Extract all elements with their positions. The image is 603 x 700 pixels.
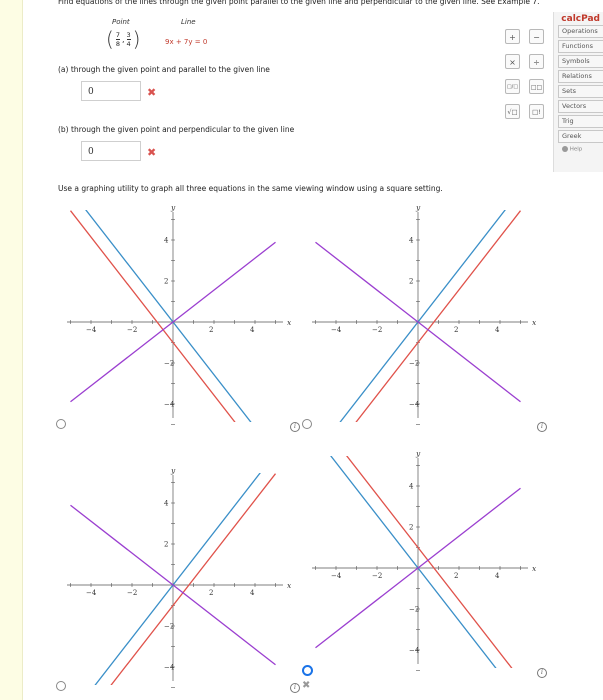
times-button[interactable]: × bbox=[505, 54, 520, 69]
x-tick-label: −4 bbox=[331, 326, 342, 334]
x-tick-label: −2 bbox=[372, 572, 383, 580]
part-b-label: (b) through the given point and perpendicular to the given line bbox=[58, 125, 295, 134]
part-b-incorrect-icon: ✖ bbox=[147, 146, 157, 159]
given-point: ( $\frac{7}{8}$ , $\frac{3}{4}$ ) bbox=[106, 27, 141, 51]
calcpad-item-operations[interactable]: Operations bbox=[558, 25, 603, 38]
choice-4-info-icon[interactable]: i bbox=[537, 668, 547, 678]
calcpad-item-relations[interactable]: Relations bbox=[558, 70, 603, 83]
x-tick-label: 4 bbox=[495, 572, 500, 580]
calcpad-item-symbols[interactable]: Symbols bbox=[558, 55, 603, 68]
calcpad-help-link[interactable] bbox=[562, 146, 603, 153]
left-margin-strip bbox=[0, 0, 23, 700]
given-line-equation: 9x + 7y = 0 bbox=[165, 38, 208, 46]
graph-option-4 bbox=[300, 448, 540, 668]
point-header: Point bbox=[112, 18, 130, 26]
calcpad-panel bbox=[553, 12, 603, 172]
y-axis-label: y bbox=[416, 449, 421, 458]
right-paren: ) bbox=[132, 27, 141, 51]
choice-3-info-icon[interactable]: i bbox=[290, 683, 300, 693]
part-a-label: (a) through the given point and parallel to the given line bbox=[58, 65, 270, 74]
x-tick-label: 2 bbox=[454, 326, 459, 334]
choice-3-radio[interactable] bbox=[56, 681, 66, 691]
point-y-fraction bbox=[127, 31, 131, 48]
choice-1-info-icon[interactable]: i bbox=[290, 422, 300, 432]
y-axis-label: y bbox=[171, 203, 176, 212]
choice-1-radio[interactable] bbox=[56, 419, 66, 429]
x-tick-label: 4 bbox=[250, 326, 255, 334]
x-axis-label: x bbox=[287, 581, 292, 590]
point-x-denominator: 8 bbox=[115, 39, 120, 48]
minus-button[interactable]: − bbox=[529, 29, 544, 44]
part-a-incorrect-icon: ✖ bbox=[147, 86, 157, 99]
fraction-button[interactable]: □/□ bbox=[505, 79, 520, 94]
y-tick-label: 2 bbox=[409, 277, 414, 286]
y-tick-label: 4 bbox=[164, 499, 169, 508]
left-paren: ( bbox=[106, 27, 114, 51]
choice-2-info-icon[interactable]: i bbox=[537, 422, 547, 432]
y-tick-label: 4 bbox=[164, 236, 169, 245]
line-header: Line bbox=[181, 18, 196, 26]
y-tick-label: −4 bbox=[164, 400, 175, 409]
choice-incorrect-icon: ✖ bbox=[302, 680, 311, 691]
x-tick-label: −2 bbox=[127, 326, 138, 334]
x-tick-label: −2 bbox=[372, 326, 383, 334]
y-tick-label: −2 bbox=[164, 359, 175, 368]
x-tick-label: −4 bbox=[331, 572, 342, 580]
calcpad-help-label: Help bbox=[569, 146, 583, 153]
y-tick-label: 4 bbox=[409, 482, 414, 491]
y-tick-label: 2 bbox=[164, 540, 169, 549]
y-tick-label: −2 bbox=[164, 622, 175, 631]
point-x-numerator: 7 bbox=[115, 30, 120, 39]
x-tick-label: 4 bbox=[495, 326, 500, 334]
part-b-answer-input[interactable]: 0 bbox=[81, 141, 141, 161]
y-tick-label: −4 bbox=[409, 646, 420, 655]
x-axis-label: x bbox=[532, 318, 537, 327]
graph-option-3 bbox=[55, 465, 295, 685]
x-tick-label: 4 bbox=[250, 589, 255, 597]
problem-instruction: Find equations of the lines through the given point parallel to the given line and perpendicular to the given line. See Example 7. bbox=[58, 0, 540, 6]
choice-4-radio-selected[interactable] bbox=[302, 665, 313, 676]
x-tick-label: 2 bbox=[454, 572, 459, 580]
calcpad-item-trig[interactable]: Trig bbox=[558, 115, 603, 128]
point-y-denominator: 4 bbox=[126, 39, 131, 48]
factorial-button[interactable]: □! bbox=[529, 104, 544, 119]
y-axis-label: y bbox=[171, 466, 176, 475]
y-axis-label: y bbox=[416, 203, 421, 212]
x-tick-label: 2 bbox=[209, 326, 214, 334]
graph-option-2 bbox=[300, 202, 540, 422]
y-tick-label: 2 bbox=[409, 523, 414, 532]
x-tick-label: −4 bbox=[86, 326, 97, 334]
x-axis-label: x bbox=[287, 318, 292, 327]
power-button[interactable]: □□ bbox=[529, 79, 544, 94]
calcpad-item-sets[interactable]: Sets bbox=[558, 85, 603, 98]
graph-option-1 bbox=[55, 202, 295, 422]
calcpad-item-vectors[interactable]: Vectors bbox=[558, 100, 603, 113]
calcpad-item-functions[interactable]: Functions bbox=[558, 40, 603, 53]
graph-instruction: Use a graphing utility to graph all three equations in the same viewing window using a square setting. bbox=[58, 184, 443, 193]
x-axis-label: x bbox=[532, 564, 537, 573]
help-icon bbox=[562, 146, 568, 152]
calcpad-item-greek[interactable]: Greek bbox=[558, 130, 603, 143]
point-y-numerator: 3 bbox=[126, 30, 131, 39]
point-x-fraction bbox=[116, 31, 120, 48]
plus-button[interactable]: + bbox=[505, 29, 520, 44]
divide-button[interactable]: ÷ bbox=[529, 54, 544, 69]
y-tick-label: −4 bbox=[164, 663, 175, 672]
part-a-answer-input[interactable]: 0 bbox=[81, 81, 141, 101]
choice-2-radio[interactable] bbox=[302, 419, 312, 429]
y-tick-label: −2 bbox=[409, 359, 420, 368]
x-tick-label: 2 bbox=[209, 589, 214, 597]
y-tick-label: −4 bbox=[409, 400, 420, 409]
y-tick-label: 2 bbox=[164, 277, 169, 286]
y-tick-label: −2 bbox=[409, 605, 420, 614]
y-tick-label: 4 bbox=[409, 236, 414, 245]
sqrt-button[interactable]: √□ bbox=[505, 104, 520, 119]
x-tick-label: −2 bbox=[127, 589, 138, 597]
x-tick-label: −4 bbox=[86, 589, 97, 597]
calcpad-title: calcPad bbox=[561, 14, 600, 24]
